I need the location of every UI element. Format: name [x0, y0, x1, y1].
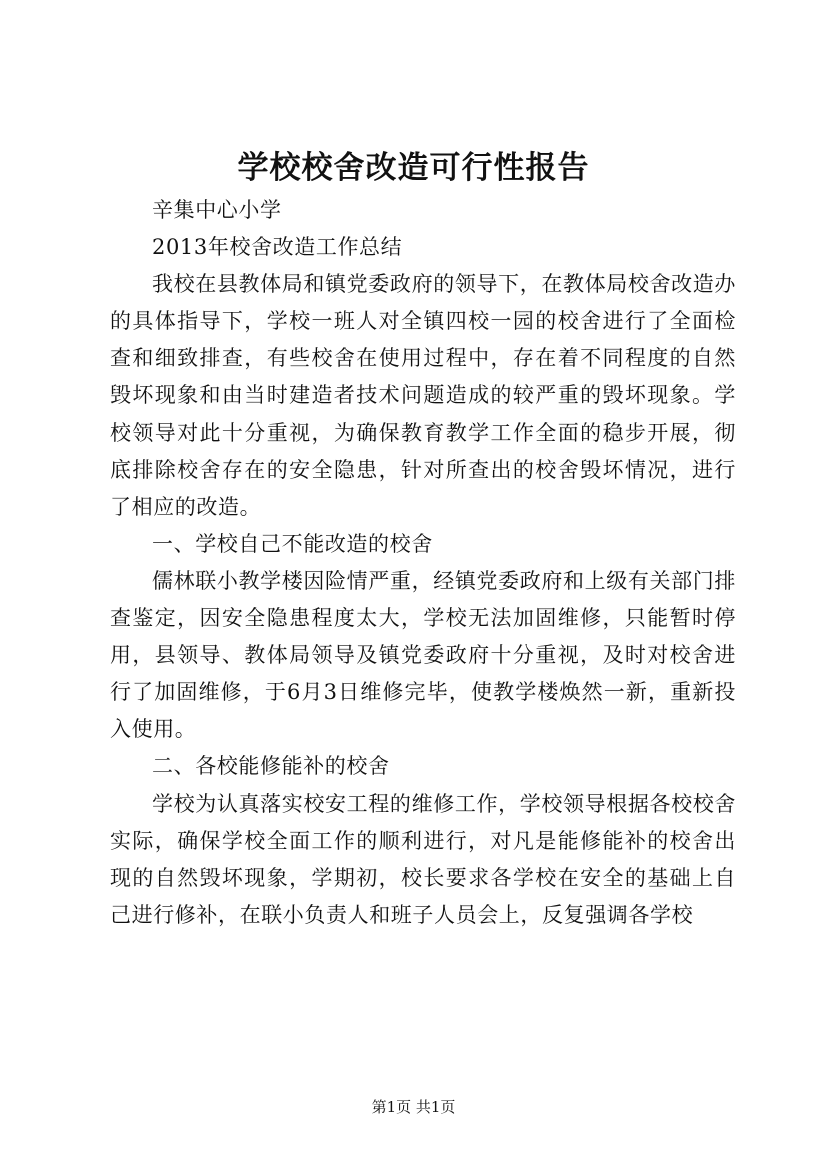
section-heading-1: 一、学校自己不能改造的校舍	[152, 531, 433, 556]
document-body	[110, 192, 736, 934]
section-heading-2: 二、各校能修能补的校舍	[152, 754, 390, 779]
document-title: 学校校舍改造可行性报告	[237, 150, 590, 186]
page-footer: 第1页 共1页	[371, 1098, 456, 1116]
paragraph-intro: 我校在县教体局和镇党委政府的领导下，在教体局校舍改造办的具体指导下，学校一班人对全镇四校一园的校舍进行了全面检查和细致排查，有些校舍在使用过程中，存在着不同程度的自然毁坏现象和由当时建造者技术问题造成的较严重的毁坏现象。学校领导对此十分重视，为确保教育教学工作全面的稳步开展，彻底排除校舍存在的安全隐患，针对所查出的校舍毁坏情况，进行了相应的改造。	[110, 272, 736, 519]
paragraph-subtitle: 2013年校舍改造工作总结	[152, 235, 403, 260]
paragraph-section-2: 学校为认真落实校安工程的维修工作，学校领导根据各校校舍实际，确保学校全面工作的顺利进行，对凡是能修能补的校舍出现的自然毁坏现象，学期初，校长要求各学校在安全的基础上自己进行修补，在联小负责人和班子人员会上，反复强调各学校	[110, 791, 736, 927]
paragraph-section-1: 儒林联小教学楼因险情严重，经镇党委政府和上级有关部门排查鉴定，因安全隐患程度太大，学校无法加固维修，只能暂时停用，县领导、教体局领导及镇党委政府十分重视，及时对校舍进行了加固维修，于6月3日维修完毕，使教学楼焕然一新，重新投入使用。	[110, 568, 736, 742]
paragraph-school-name: 辛集中心小学	[152, 198, 282, 222]
